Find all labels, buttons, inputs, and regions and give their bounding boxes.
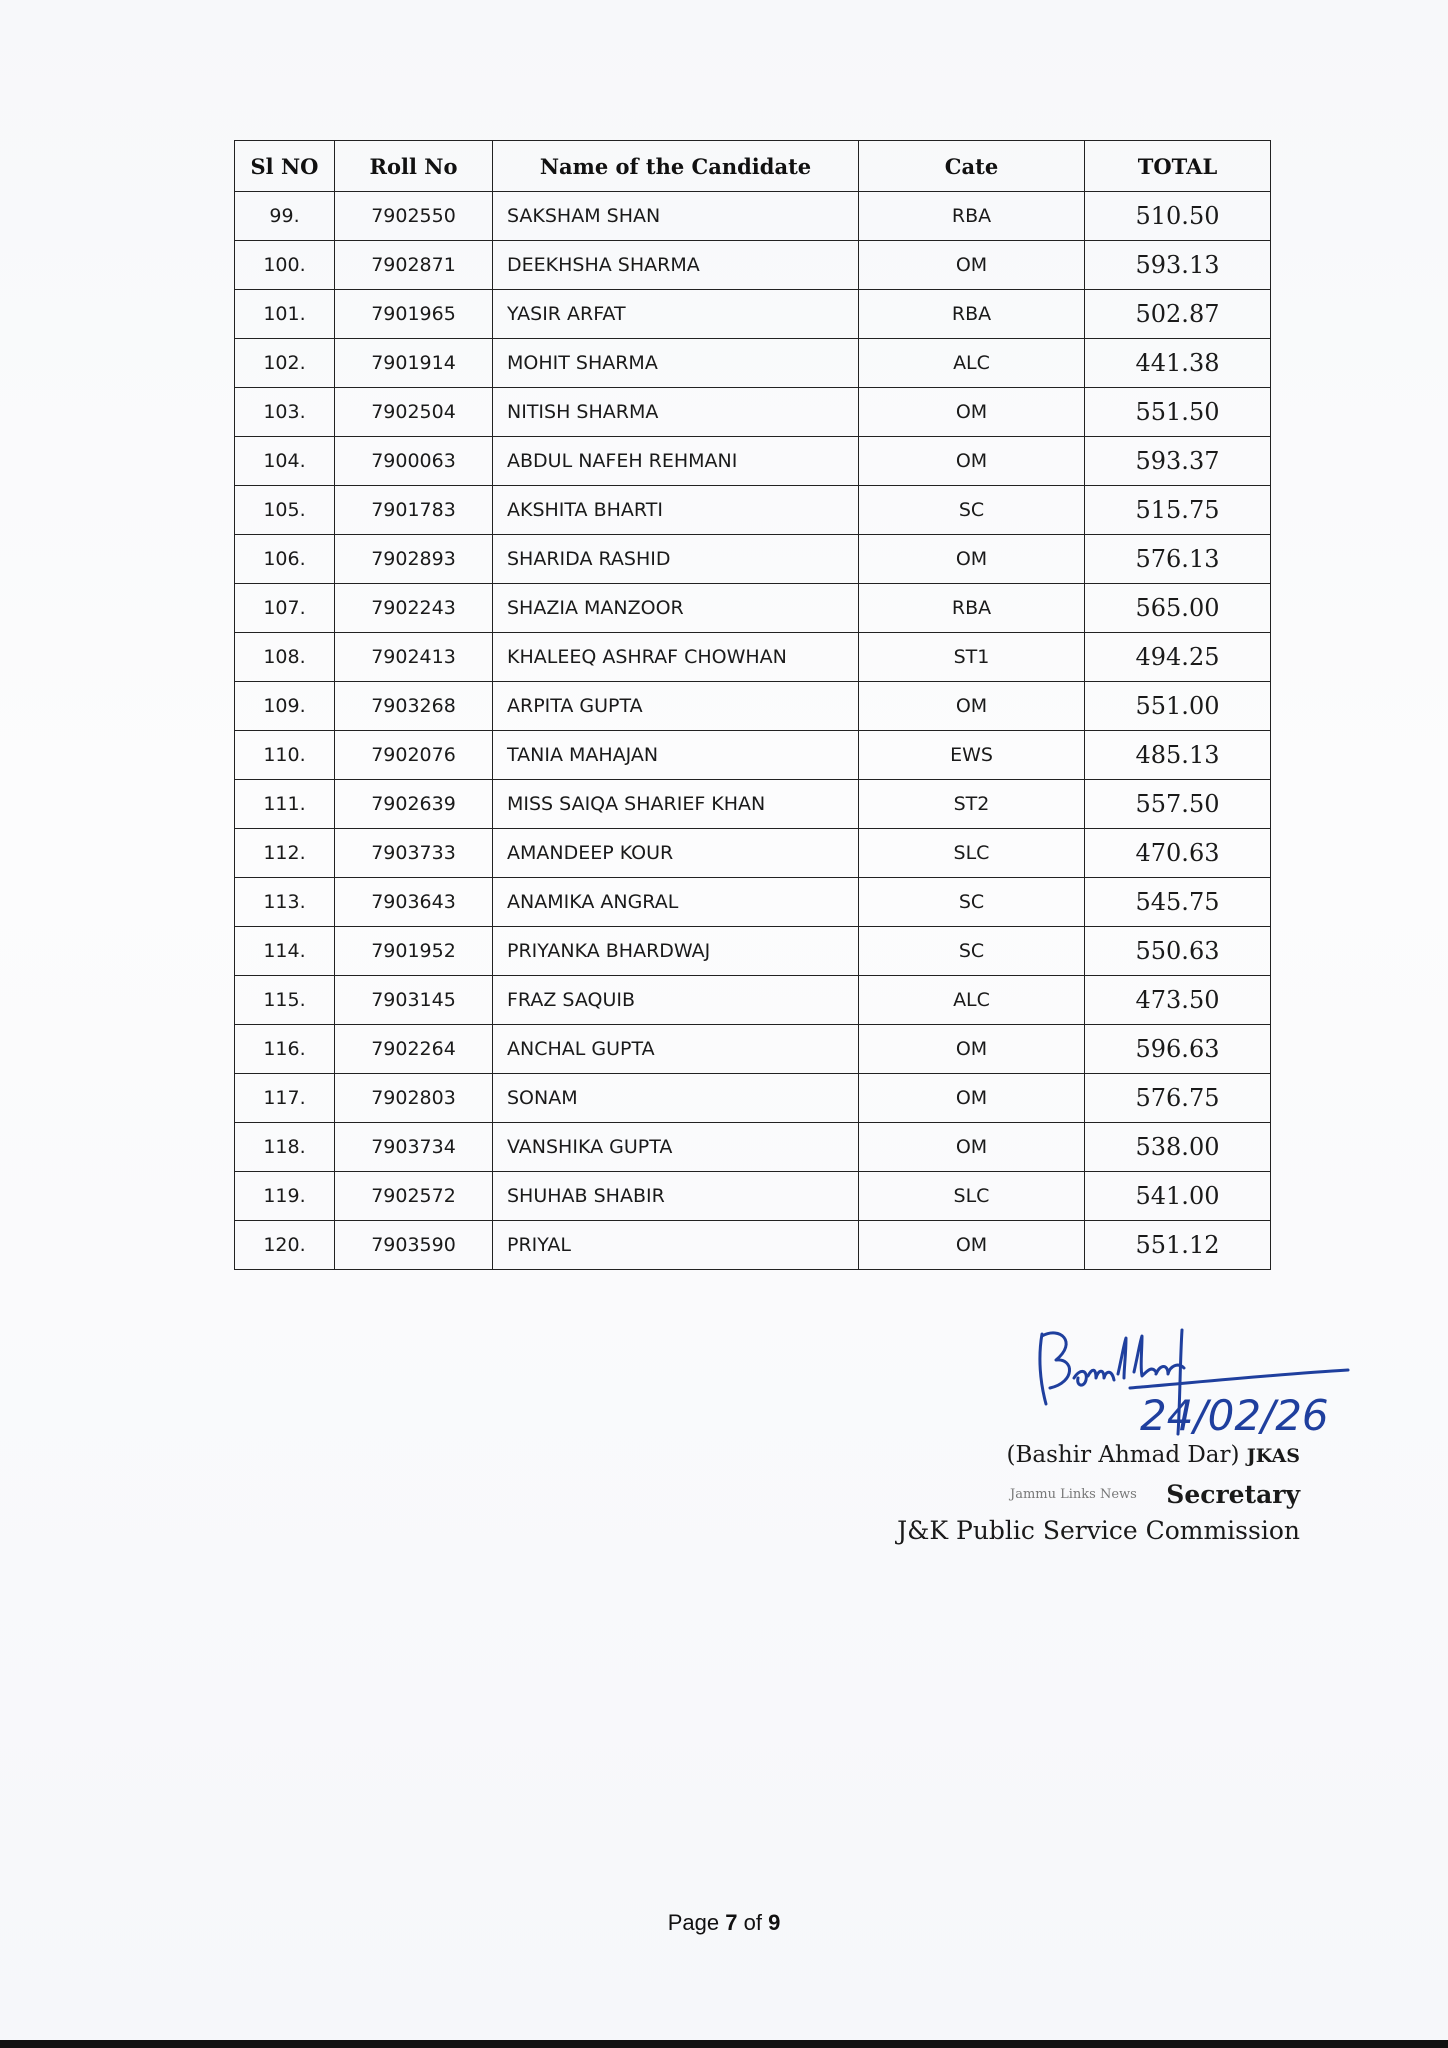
table-row [235, 290, 1271, 339]
cell-category: SC [859, 486, 1085, 535]
cell-sl-no: 99. [235, 192, 335, 241]
cell-roll-no: 7902550 [335, 192, 493, 241]
cell-total: 502.87 [1085, 290, 1271, 339]
cell-sl-no: 116. [235, 1025, 335, 1074]
cell-candidate-name: SHUHAB SHABIR [493, 1172, 859, 1221]
table-row [235, 976, 1271, 1025]
table-row [235, 339, 1271, 388]
table-row [235, 829, 1271, 878]
table-row [235, 878, 1271, 927]
cell-sl-no: 112. [235, 829, 335, 878]
cell-total: 494.25 [1085, 633, 1271, 682]
cell-category: OM [859, 1123, 1085, 1172]
cell-category: ALC [859, 976, 1085, 1025]
cell-total: 473.50 [1085, 976, 1271, 1025]
cell-total: 538.00 [1085, 1123, 1271, 1172]
cell-sl-no: 107. [235, 584, 335, 633]
cell-category: EWS [859, 731, 1085, 780]
cell-roll-no: 7901783 [335, 486, 493, 535]
cell-sl-no: 113. [235, 878, 335, 927]
cell-roll-no: 7901965 [335, 290, 493, 339]
cell-category: SC [859, 927, 1085, 976]
cell-roll-no: 7902639 [335, 780, 493, 829]
results-table [234, 140, 1271, 1270]
table-row [235, 241, 1271, 290]
cell-sl-no: 108. [235, 633, 335, 682]
cell-total: 557.50 [1085, 780, 1271, 829]
watermark: Jammu Links News [1010, 1487, 1137, 1502]
signature-date: 24/02/26 [1140, 1391, 1329, 1440]
table-row [235, 1172, 1271, 1221]
header-name: Name of the Candidate [493, 141, 859, 192]
cell-total: 485.13 [1085, 731, 1271, 780]
cell-category: ST2 [859, 780, 1085, 829]
cell-roll-no: 7903733 [335, 829, 493, 878]
table-row [235, 486, 1271, 535]
cell-category: SLC [859, 1172, 1085, 1221]
cell-category: RBA [859, 192, 1085, 241]
table-row [235, 780, 1271, 829]
cell-total: 565.00 [1085, 584, 1271, 633]
cell-candidate-name: SHARIDA RASHID [493, 535, 859, 584]
cell-roll-no: 7902264 [335, 1025, 493, 1074]
signatory-title: Secretary [1166, 1480, 1300, 1509]
table-row [235, 682, 1271, 731]
cell-sl-no: 114. [235, 927, 335, 976]
cell-total: 541.00 [1085, 1172, 1271, 1221]
cell-sl-no: 101. [235, 290, 335, 339]
page-of: of [743, 1910, 762, 1935]
cell-total: 576.13 [1085, 535, 1271, 584]
cell-roll-no: 7901952 [335, 927, 493, 976]
signatory-suffix: JKAS [1246, 1445, 1300, 1467]
cell-roll-no: 7902871 [335, 241, 493, 290]
cell-roll-no: 7900063 [335, 437, 493, 486]
table-row [235, 633, 1271, 682]
table-header-row [235, 141, 1271, 192]
header-category: Cate [859, 141, 1085, 192]
table-row [235, 927, 1271, 976]
cell-total: 596.63 [1085, 1025, 1271, 1074]
cell-candidate-name: AMANDEEP KOUR [493, 829, 859, 878]
cell-category: OM [859, 1074, 1085, 1123]
cell-total: 576.75 [1085, 1074, 1271, 1123]
cell-sl-no: 106. [235, 535, 335, 584]
cell-candidate-name: KHALEEQ ASHRAF CHOWHAN [493, 633, 859, 682]
cell-roll-no: 7902504 [335, 388, 493, 437]
cell-roll-no: 7903734 [335, 1123, 493, 1172]
cell-sl-no: 105. [235, 486, 335, 535]
cell-total: 593.37 [1085, 437, 1271, 486]
cell-category: OM [859, 682, 1085, 731]
cell-category: OM [859, 437, 1085, 486]
signature-image [1030, 1322, 1350, 1442]
cell-roll-no: 7903268 [335, 682, 493, 731]
cell-candidate-name: AKSHITA BHARTI [493, 486, 859, 535]
cell-total: 551.50 [1085, 388, 1271, 437]
page-current: 7 [725, 1910, 738, 1935]
page-prefix: Page [667, 1910, 720, 1935]
cell-roll-no: 7901914 [335, 339, 493, 388]
page-total: 9 [768, 1910, 781, 1935]
cell-sl-no: 100. [235, 241, 335, 290]
table-row [235, 1025, 1271, 1074]
cell-candidate-name: ARPITA GUPTA [493, 682, 859, 731]
cell-roll-no: 7903643 [335, 878, 493, 927]
cell-candidate-name: DEEKHSHA SHARMA [493, 241, 859, 290]
cell-total: 550.63 [1085, 927, 1271, 976]
cell-candidate-name: SONAM [493, 1074, 859, 1123]
cell-roll-no: 7902413 [335, 633, 493, 682]
cell-candidate-name: NITISH SHARMA [493, 388, 859, 437]
cell-total: 551.00 [1085, 682, 1271, 731]
scan-edge [0, 2040, 1448, 2048]
cell-category: OM [859, 241, 1085, 290]
cell-sl-no: 102. [235, 339, 335, 388]
signatory-name-line [1007, 1442, 1300, 1468]
cell-total: 545.75 [1085, 878, 1271, 927]
table-row [235, 1123, 1271, 1172]
cell-candidate-name: ABDUL NAFEH REHMANI [493, 437, 859, 486]
cell-category: RBA [859, 584, 1085, 633]
cell-candidate-name: FRAZ SAQUIB [493, 976, 859, 1025]
cell-category: RBA [859, 290, 1085, 339]
table-row [235, 192, 1271, 241]
cell-sl-no: 110. [235, 731, 335, 780]
cell-total: 515.75 [1085, 486, 1271, 535]
header-total: TOTAL [1085, 141, 1271, 192]
cell-roll-no: 7902803 [335, 1074, 493, 1123]
cell-candidate-name: MISS SAIQA SHARIEF KHAN [493, 780, 859, 829]
header-roll-no: Roll No [335, 141, 493, 192]
table-row [235, 584, 1271, 633]
cell-sl-no: 118. [235, 1123, 335, 1172]
cell-category: ALC [859, 339, 1085, 388]
cell-roll-no: 7902893 [335, 535, 493, 584]
cell-roll-no: 7902243 [335, 584, 493, 633]
table-row [235, 1074, 1271, 1123]
cell-category: OM [859, 388, 1085, 437]
cell-candidate-name: TANIA MAHAJAN [493, 731, 859, 780]
cell-sl-no: 119. [235, 1172, 335, 1221]
cell-category: ST1 [859, 633, 1085, 682]
cell-sl-no: 115. [235, 976, 335, 1025]
cell-candidate-name: ANAMIKA ANGRAL [493, 878, 859, 927]
table-row [235, 731, 1271, 780]
cell-category: SC [859, 878, 1085, 927]
table-row [235, 535, 1271, 584]
cell-candidate-name: SHAZIA MANZOOR [493, 584, 859, 633]
cell-candidate-name: SAKSHAM SHAN [493, 192, 859, 241]
cell-candidate-name: ANCHAL GUPTA [493, 1025, 859, 1074]
cell-roll-no: 7902076 [335, 731, 493, 780]
cell-category: OM [859, 1025, 1085, 1074]
cell-candidate-name: PRIYANKA BHARDWAJ [493, 927, 859, 976]
cell-sl-no: 120. [235, 1221, 335, 1270]
cell-roll-no: 7903145 [335, 976, 493, 1025]
signatory-name: (Bashir Ahmad Dar) [1006, 1442, 1240, 1468]
cell-total: 593.13 [1085, 241, 1271, 290]
page-number [0, 1910, 1448, 1936]
cell-total: 470.63 [1085, 829, 1271, 878]
cell-category: OM [859, 1221, 1085, 1270]
header-sl-no: Sl NO [235, 141, 335, 192]
cell-category: SLC [859, 829, 1085, 878]
cell-category: OM [859, 535, 1085, 584]
cell-candidate-name: VANSHIKA GUPTA [493, 1123, 859, 1172]
cell-total: 510.50 [1085, 192, 1271, 241]
table-body [235, 192, 1271, 1270]
cell-sl-no: 109. [235, 682, 335, 731]
cell-sl-no: 104. [235, 437, 335, 486]
cell-sl-no: 111. [235, 780, 335, 829]
table-row [235, 437, 1271, 486]
cell-candidate-name: YASIR ARFAT [493, 290, 859, 339]
cell-roll-no: 7903590 [335, 1221, 493, 1270]
cell-candidate-name: MOHIT SHARMA [493, 339, 859, 388]
cell-total: 441.38 [1085, 339, 1271, 388]
cell-roll-no: 7902572 [335, 1172, 493, 1221]
cell-sl-no: 103. [235, 388, 335, 437]
cell-candidate-name: PRIYAL [493, 1221, 859, 1270]
cell-total: 551.12 [1085, 1221, 1271, 1270]
signatory-organization: J&K Public Service Commission [897, 1516, 1300, 1545]
table-row [235, 388, 1271, 437]
table-row [235, 1221, 1271, 1270]
cell-sl-no: 117. [235, 1074, 335, 1123]
